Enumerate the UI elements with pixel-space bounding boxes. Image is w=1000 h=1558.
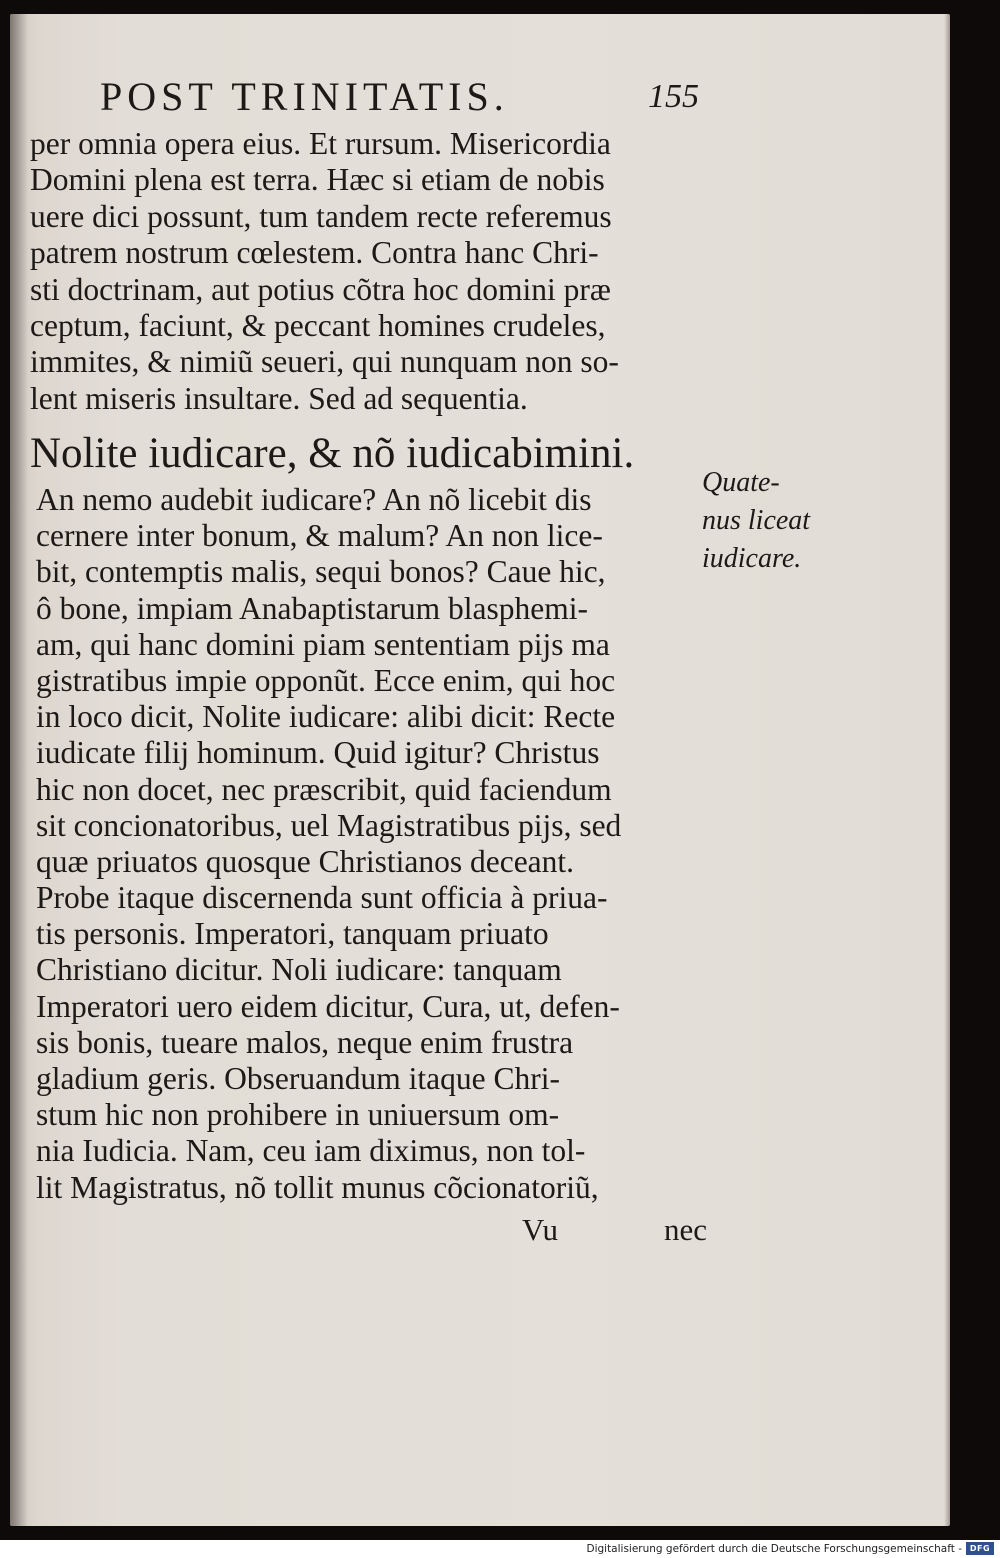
text-line: An nemo audebit iudicare? An nõ licebit dis [36, 482, 592, 517]
text-line: ceptum, faciunt, & peccant homines crudeles, [30, 307, 606, 343]
folio-number: 155 [648, 78, 699, 115]
gutter-shadow [10, 14, 28, 1526]
text-line: nia Iudicia. Nam, ceu iam diximus, non tol- [36, 1133, 586, 1169]
text-line: iudicate filij hominum. Quid igitur? Christus [36, 735, 600, 771]
text-block-top [30, 126, 730, 417]
text-line: sit concionatoribus, uel Magistratibus pijs, sed [36, 807, 622, 843]
text-line: Imperatori uero eidem dicitur, Cura, ut, defen- [36, 988, 620, 1024]
text-line: Domini plena est terra. Hæc si etiam de nobis [30, 162, 605, 198]
text-line: uere dici possunt, tum tandem recte referemus [30, 198, 612, 234]
text-line: lent miseris insultare. Sed ad sequentia. [30, 380, 528, 416]
text-line: Probe itaque discernenda sunt officia à priua- [36, 880, 608, 916]
text-line: gistratibus impie opponũt. Ecce enim, qui hoc [36, 662, 616, 698]
text-line: cernere inter bonum, & malum? An non lice- [36, 518, 603, 554]
text-line: tis personis. Imperatori, tanquam priuato [36, 916, 549, 952]
text-block-bottom [36, 482, 736, 1206]
text-line: immites, & nimiũ seueri, qui nunquam non so- [30, 344, 619, 380]
text-line: sis bonis, tueare malos, neque enim frustra [36, 1024, 574, 1060]
marginal-note-line: Quate- [702, 467, 780, 498]
marginal-note-line: iudicare. [702, 543, 802, 574]
dfg-logo: DFG [966, 1542, 994, 1555]
marginal-note-line: nus liceat [702, 505, 811, 536]
text-line: bit, contemptis malis, sequi bonos? Caue hic, [36, 554, 606, 590]
running-head: POST TRINITATIS. [100, 74, 509, 119]
text-line: per omnia opera eius. Et rursum. Misericordia [30, 126, 611, 161]
text-line: hic non docet, nec præscribit, quid faciendum [36, 771, 612, 807]
catchword: nec [664, 1212, 708, 1247]
funding-credit: Digitalisierung gefördert durch die Deutsche Forschungsgemeinschaft - [586, 1543, 962, 1555]
text-line: patrem nostrum cœlestem. Contra hanc Chri- [30, 235, 599, 271]
text-line: Christiano dicitur. Noli iudicare: tanquam [36, 952, 562, 988]
signature-mark: Vu [522, 1212, 559, 1247]
section-heading: Nolite iudicare, & nõ iudicabimini. [30, 430, 635, 477]
text-line: ô bone, impiam Anabaptistarum blasphemi- [36, 590, 589, 626]
text-line: gladium geris. Obseruandum itaque Chri- [36, 1061, 561, 1096]
book-page [10, 14, 950, 1526]
text-line: lit Magistratus, nõ tollit munus cõcionatoriũ, [36, 1169, 599, 1205]
text-line: quæ priuatos quosque Christianos deceant. [36, 843, 575, 879]
page-edge [944, 14, 950, 1526]
text-line: stum hic non prohibere in uniuersum om- [36, 1097, 560, 1133]
text-line: in loco dicit, Nolite iudicare: alibi dicit: Recte [36, 699, 616, 735]
text-line: sti doctrinam, aut potius cõtra hoc domini præ [30, 271, 611, 307]
text-line: am, qui hanc domini piam sententiam pijs ma [36, 626, 610, 662]
